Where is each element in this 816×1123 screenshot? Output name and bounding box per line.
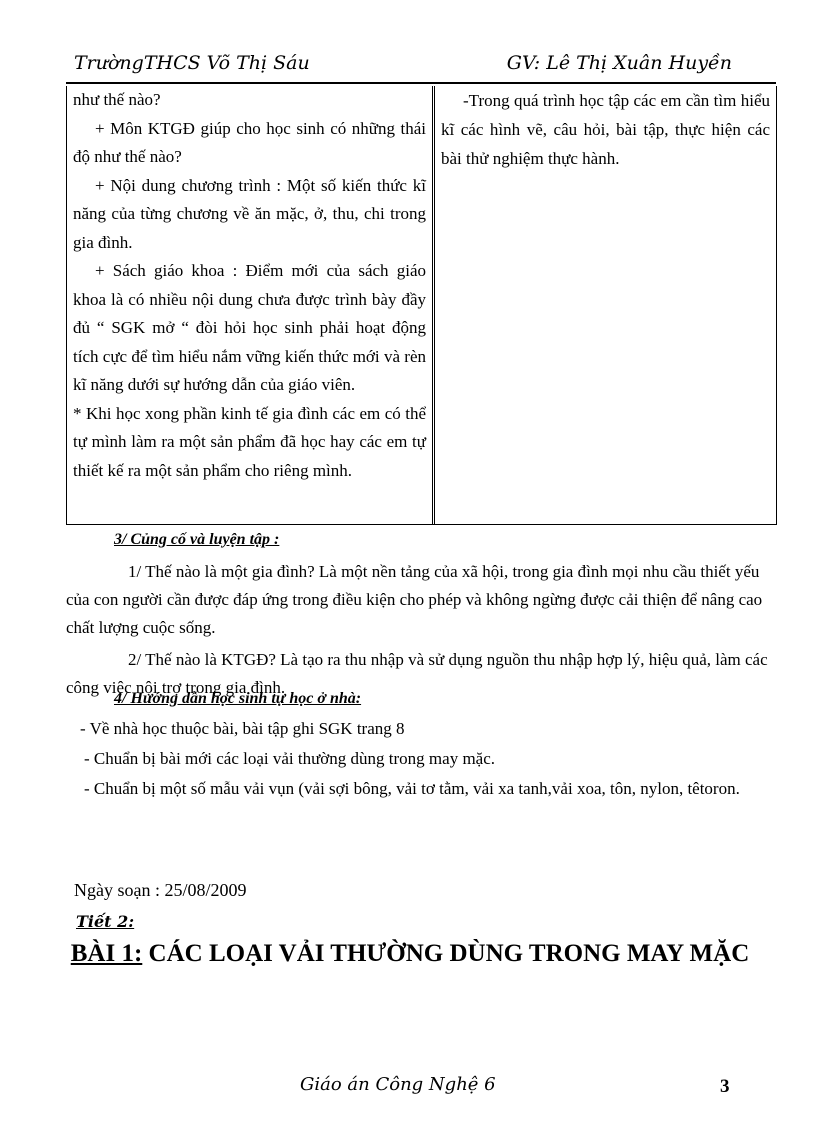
lesson-number: BÀI 1:: [70, 940, 143, 967]
footer-book: Giáo án Công Nghệ 6: [300, 1074, 496, 1095]
table-left-cell: [67, 86, 433, 524]
homework-item-3: - Chuẩn bị một số mẫu vải vụn (vải sợi bông, vải tơ tằm, vải xa tanh,vải xoa, tôn, nylon, têtoron.: [84, 779, 740, 798]
table-divider: [434, 86, 436, 524]
table-right-cell: [439, 86, 772, 173]
teacher-name: GV: Lê Thị Xuân Huyền: [506, 52, 732, 74]
left-para-4: + Sách giáo khoa : Điểm mới của sách giáo khoa là có nhiều nội dung chưa được trình bày đầy đủ “ SGK mở “ đòi hỏi học sinh phải hoạt động tích cực để tìm hiểu nắm vững kiến thức mới và rèn kĩ năng dưới sự hướng dẫn của giáo viên.: [73, 261, 426, 394]
homework-item-1: - Về nhà học thuộc bài, bài tập ghi SGK trang 8: [80, 719, 405, 738]
left-para-2: + Môn KTGĐ giúp cho học sinh có những thái độ như thế nào?: [73, 118, 426, 166]
period-label: Tiết 2:: [76, 912, 135, 931]
date-line: Ngày soạn : 25/08/2009: [74, 880, 247, 900]
question-1: 1/ Thế nào là một gia đình? Là một nền tảng của xã hội, trong gia đình mọi nhu cầu thiết yếu của con người cần được đáp ứng trong điều kiện cho phép và không ngừng được cải thiện để nâng cao chất lượng cuộc sống.: [66, 562, 763, 637]
homework-section: [66, 685, 786, 803]
school-name: TrườngTHCS Võ Thị Sáu: [74, 52, 310, 74]
consolidation-heading: 3/ Củng cố và luyện tập :: [114, 531, 280, 548]
lesson-title: [60, 936, 760, 972]
left-para-3: + Nội dung chương trình : Một số kiến thức kĩ năng của từng chương về ăn mặc, ở, thu, chi trong gia đình.: [73, 175, 426, 252]
lesson-name: CÁC LOẠI VẢI THƯỜNG DÙNG TRONG MAY MẶC: [142, 940, 750, 967]
page-header: [74, 52, 732, 82]
homework-heading: 4/ Hướng dẫn học sinh tự học ở nhà:: [114, 690, 362, 707]
left-para-5: * Khi học xong phần kinh tế gia đình các em có thể tự mình làm ra một sản phẩm đã học hay các em tự thiết kế ra một sản phẩm cho riêng mình.: [73, 403, 426, 480]
right-para: -Trong quá trình học tập các em cần tìm hiểu kĩ các hình vẽ, câu hỏi, bài tập, thực hiện các bài thử nghiệm thực hành.: [441, 91, 770, 168]
homework-item-2: - Chuẩn bị bài mới các loại vải thường dùng trong may mặc.: [84, 749, 496, 768]
consolidation-section: [66, 526, 786, 702]
header-rule: [66, 82, 776, 84]
left-para-1: như thế nào?: [73, 90, 161, 109]
page-number: 3: [720, 1076, 730, 1097]
question-2: 2/ Thế nào là KTGĐ? Là tạo ra thu nhập và sử dụng nguồn thu nhập hợp lý, hiệu quả, làm các công việc nội trợ trong gia đình.: [66, 650, 768, 697]
activity-table: [66, 86, 777, 525]
